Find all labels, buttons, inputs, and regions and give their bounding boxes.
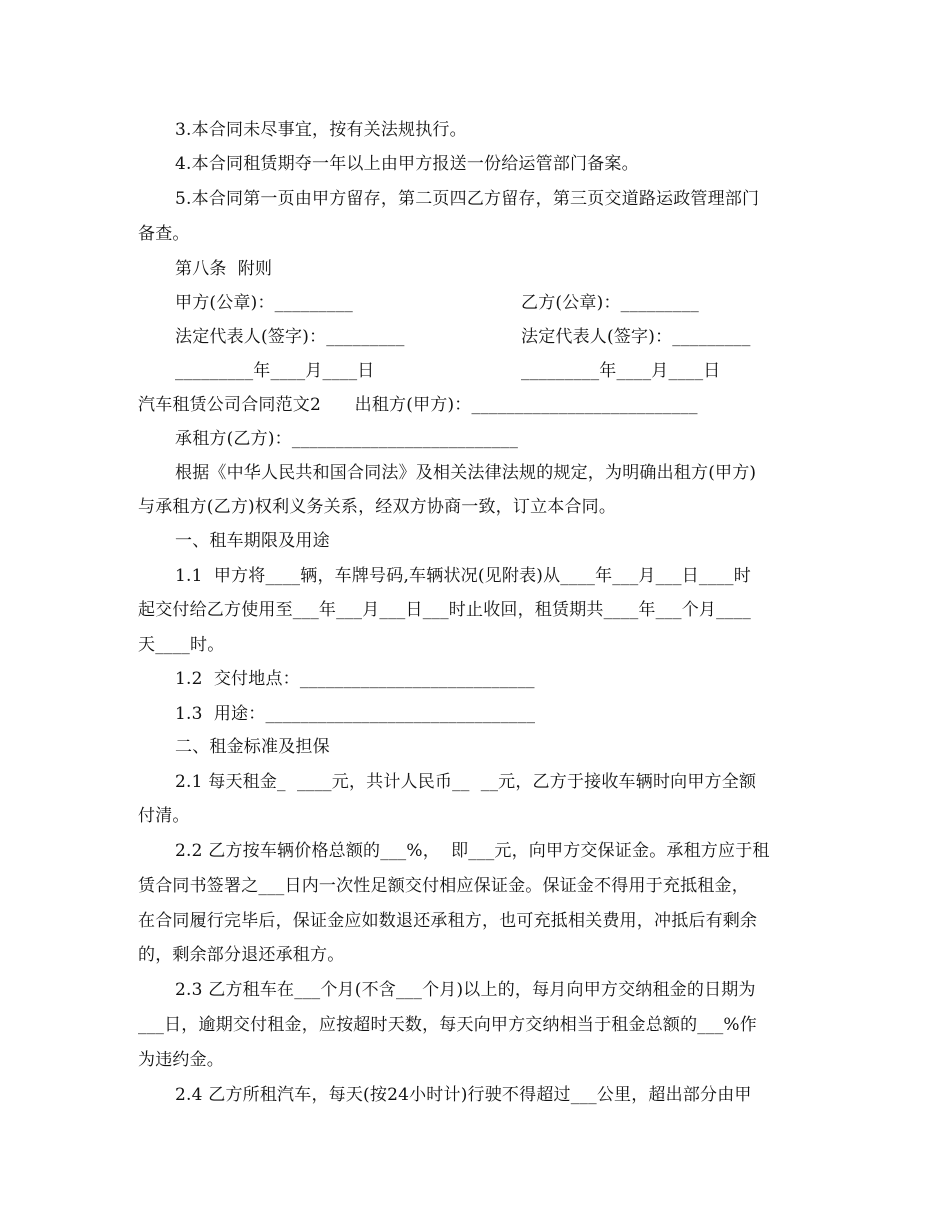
party-b-seal: 乙方(公章)：_________ [521, 293, 699, 313]
lessee-line: 承租方(乙方)：__________________________ [175, 429, 519, 449]
clause-2-4-line-1: 2.4 乙方所租汽车，每天(按24小时计)行驶不得超过___公里，超出部分由甲 [175, 1085, 752, 1105]
party-a-representative: 法定代表人(签字)：_________ [175, 327, 405, 347]
clause-4: 4.本合同租赁期夺一年以上由甲方报送一份给运管部门备案。 [175, 154, 639, 174]
clause-5-continued: 备查。 [138, 224, 190, 244]
party-b-representative: 法定代表人(签字)：_________ [521, 327, 751, 347]
preamble-line-2: 与承租方(乙方)权利义务关系，经双方协商一致，订立本合同。 [138, 497, 617, 517]
article-8-heading: 第八条 附则 [175, 259, 273, 279]
clause-2-2-line-4: 的，剩余部分退还承租方。 [138, 945, 345, 965]
clause-2-3-line-2: ___日，逾期交付租金，应按超时天数，每天向甲方交纳相当于租金总额的___%作 [138, 1015, 757, 1035]
template-title-and-lessor: 汽车租赁公司合同范文2 出租方(甲方)：__________________________ [138, 395, 698, 415]
clause-2-2-line-1: 2.2 乙方按车辆价格总额的___%， 即___元，向甲方交保证金。承租方应于租 [175, 841, 770, 861]
clause-2-1-line-2: 付清。 [138, 806, 190, 826]
section-2-heading: 二、租金标准及担保 [175, 737, 330, 757]
party-a-date: _________年____月____日 [175, 361, 375, 381]
party-b-date: _________年____月____日 [521, 361, 721, 381]
clause-1-3: 1.3 用途：_______________________________ [175, 704, 536, 724]
clause-2-3-line-3: 为违约金。 [138, 1050, 224, 1070]
clause-2-2-line-2: 赁合同书签署之___日内一次性足额交付相应保证金。保证金不得用于充抵租金， [138, 876, 749, 896]
preamble-line-1: 根据《中华人民共和国合同法》及相关法律法规的规定，为明确出租方(甲方) [175, 463, 757, 483]
clause-1-1-line-2: 起交付给乙方使用至___年___月___日___时止收回，租赁期共____年___个月____ [138, 600, 751, 620]
clause-3: 3.本合同未尽事宜，按有关法规执行。 [175, 120, 467, 140]
clause-1-1-line-3: 天____时。 [138, 635, 225, 655]
clause-2-2-line-3: 在合同履行完毕后，保证金应如数退还承租方，也可充抵相关费用，冲抵后有剩余 [138, 911, 758, 931]
clause-5: 5.本合同第一页由甲方留存，第二页四乙方留存，第三页交道路运政管理部门 [175, 189, 760, 209]
party-a-seal: 甲方(公章)：_________ [175, 293, 353, 313]
clause-2-1-line-1: 2.1 每天租金_ ____元，共计人民币__ __元，乙方于接收车辆时向甲方全额 [175, 772, 757, 792]
clause-1-1-line-1: 1.1 甲方将____辆，车牌号码,车辆状况(见附表)从____年___月___日____时 [175, 566, 751, 586]
clause-1-2: 1.2 交付地点：___________________________ [175, 669, 535, 689]
clause-2-3-line-1: 2.3 乙方租车在___个月(不含___个月)以上的，每月向甲方交纳租金的日期为 [175, 980, 756, 1000]
section-1-heading: 一、租车期限及用途 [175, 531, 330, 551]
